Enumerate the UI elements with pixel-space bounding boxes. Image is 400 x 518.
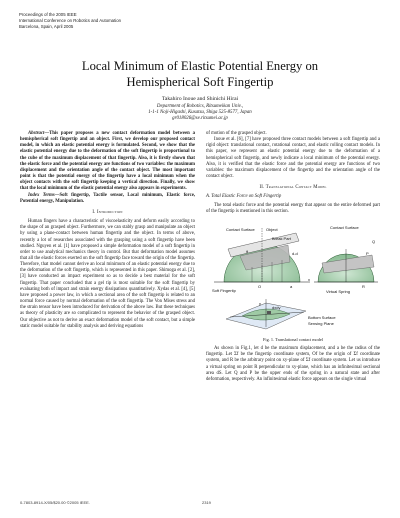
section-heading-translational: II. Translational Contact Model — [259, 185, 327, 191]
section-heading-introduction: I. Introduction — [92, 209, 123, 215]
label-contact-surface-right: Contact Surface — [330, 224, 359, 230]
label-soft-fingertip: Soft Fingertip — [212, 287, 236, 293]
index-terms-text: —Soft fingertip, Tactile sensor, Local minimum, Elastic force, Potential energy, Manipulation. — [20, 192, 195, 204]
figure-caption: Fig. 1. Translational contact model — [263, 336, 323, 342]
header-line: International Conference on Robotics and Automation — [19, 18, 121, 23]
label-contact-surface-top: Contact Surface — [226, 226, 255, 232]
affiliation-dept: Department of Robotics, Ritsumeikan Univ., — [156, 104, 244, 109]
related-work-paragraph: Inoue et al. [6], [7] have proposed three contact models between a soft fingertip and a rigid object: translational contact, rotational contact, and elastic rolling contact models. In this paper, we represent an elastic potential energy due to the deformation of a hemispherical soft fingertip, and newly indicate a local minimum of the potential energy. Also, it is verified that the elastic force and the potential energy are functions of two variables: the maximum displacement of the fingertip and the orientation angle of the contact object. — [206, 137, 380, 180]
label-radius-a: a — [290, 283, 293, 289]
model-description-paragraph: As shown in Fig.1, let d be the maximum displacement, and a be the radius of the fingertip. Let Σf be the fingertip coordinate system, Of be the origin of Σf coordinate system, and R be the arbitrary point on xy-plane of Σf coordinate system. Let us introduce a virtual spring on point R perpendicular to xy-plane, which has an infinitesimal sectional area dS. Let Q and P be the upper ends of the spring in a natural state and after deformation, respectively. An infinitesimal elastic force appears on the single virtual — [206, 346, 380, 382]
header-line: Barcelona, Spain, April 2005 — [19, 24, 74, 29]
label-break-part: Break Part — [272, 235, 291, 241]
label-point-p: P — [366, 250, 369, 256]
figure-1 — [206, 219, 380, 335]
index-terms — [20, 193, 195, 205]
label-point-q: Q — [372, 238, 376, 244]
label-dxdy: dxdy — [272, 304, 281, 310]
label-sensing-plane: Sensing Plane — [308, 320, 334, 326]
translational-contact-diagram — [206, 219, 380, 335]
abstract-text: —This paper proposes a new contact deformation model between a hemispherical soft fingertip and an object. First, we develop our proposed contact model, in which an elastic potential energy is formulated. Second, we show that the elastic potential energy due to the deformation of the soft fingertip is proportional to the cube of the maximum displacement of that fingertip. Also, it is firstly shown that the elastic force and the potential energy are functions of two variables: the maximum displacement and the orientation angle of the contact object. The most important point is that the potential energy of the fingertip have a local minimum when the object contacts with the soft fingertip keeping a vertical direction. Finally, we show that the local minimum of the elastic potential energy also appears in experiments. — [20, 131, 195, 192]
left-column — [20, 131, 195, 330]
right-column — [206, 131, 380, 383]
paper-title — [0, 58, 400, 90]
label-origin: O — [258, 283, 262, 289]
affiliation-address: 1-1-1 Noji-Higashi, Kusatsu, Shiga 525-8577, Japan — [148, 110, 252, 116]
label-d-minus-d: d-d — [292, 250, 298, 256]
header-line: Proceedings of the 2005 IEEE — [19, 12, 77, 17]
introduction-paragraph: Human fingers have a characteristic of viscoelasticity and deform easily according to the shape of an grasped object. Furthermore, we can stably grasp and manipulate an object by using a plane-contact between human fingertip and the object. In terms of above, recently a lot of researches associated with the grasping using a soft fingertip have been studied. Nguyen et al. [1] have proposed a simple deformation model of a soft fingertip in order to use analytical mechanics theory in control. But that deformation model assumes that all the elastic forces exerted on the soft fingertip face toward the origin of the fingertip. Therefore, that model cannot derive an local minimum of an elastic potential energy due to the deformation of the soft fingertip, which is represented in this paper. Shimoga et al. [2], [3] have conducted an impact experiment so as to decide a best material for the soft fingertip. That paper concluded that a gel tip is most suitable for the soft fingertip by evaluating both of impact and strain energy dissipations quantitatively. Xydas et al. [4], [5] have proposed a power law, in which a sectional area of the soft fingertip is related to an normal force caused by normal deformation of the soft fingertip. The Von Mises stress and the strain tensor have been introduced for derivation of the above law. But these techniques as theory of plasticity are so complicated to represent the behavior of the grasped object. Our objective as not to derive an exact deformation model of the soft contact, but a simple static model suitable for stability analysis and deriving equations — [20, 219, 195, 329]
footer-isbn: 0-7803-8914-X/05/$20.00 ©2005 IEEE. — [20, 500, 90, 505]
label-bottom-surface: Bottom Surface — [308, 314, 336, 320]
authors — [0, 96, 400, 103]
label-object: Object — [266, 226, 278, 232]
abstract-lead: Abstract — [28, 131, 45, 136]
abstract — [20, 131, 195, 193]
subsection-heading: A. Total Elastic Force on Soft Fingertip — [206, 194, 282, 200]
area-element-dxdy — [267, 311, 271, 314]
label-point-r: R — [362, 283, 365, 289]
proceedings-header — [19, 12, 121, 30]
author-names: Takahiro Inoue and Shinichi Hirai — [161, 96, 239, 102]
continuation-paragraph: of motion of the grasped object. — [206, 131, 267, 136]
label-y-axis: y — [259, 300, 261, 306]
affiliation — [0, 104, 400, 123]
title-line: Hemispherical Soft Fingertip — [126, 75, 274, 89]
label-x-axis: x — [308, 276, 310, 282]
affiliation-email: gr018026@se.ritsumei.ac.jp — [172, 116, 228, 122]
label-virtual-spring: Virtual Spring — [326, 288, 350, 294]
page-number: 2319 — [202, 500, 211, 505]
section2-paragraph: The total elastic force and the potential energy that appear on the entire deformed part of the fingertip is mentioned in this section. — [206, 202, 380, 214]
label-theta: θ — [246, 248, 249, 254]
index-terms-lead: Index Terms — [28, 192, 55, 198]
title-line: Local Minimum of Elastic Potential Energy on — [81, 59, 319, 73]
